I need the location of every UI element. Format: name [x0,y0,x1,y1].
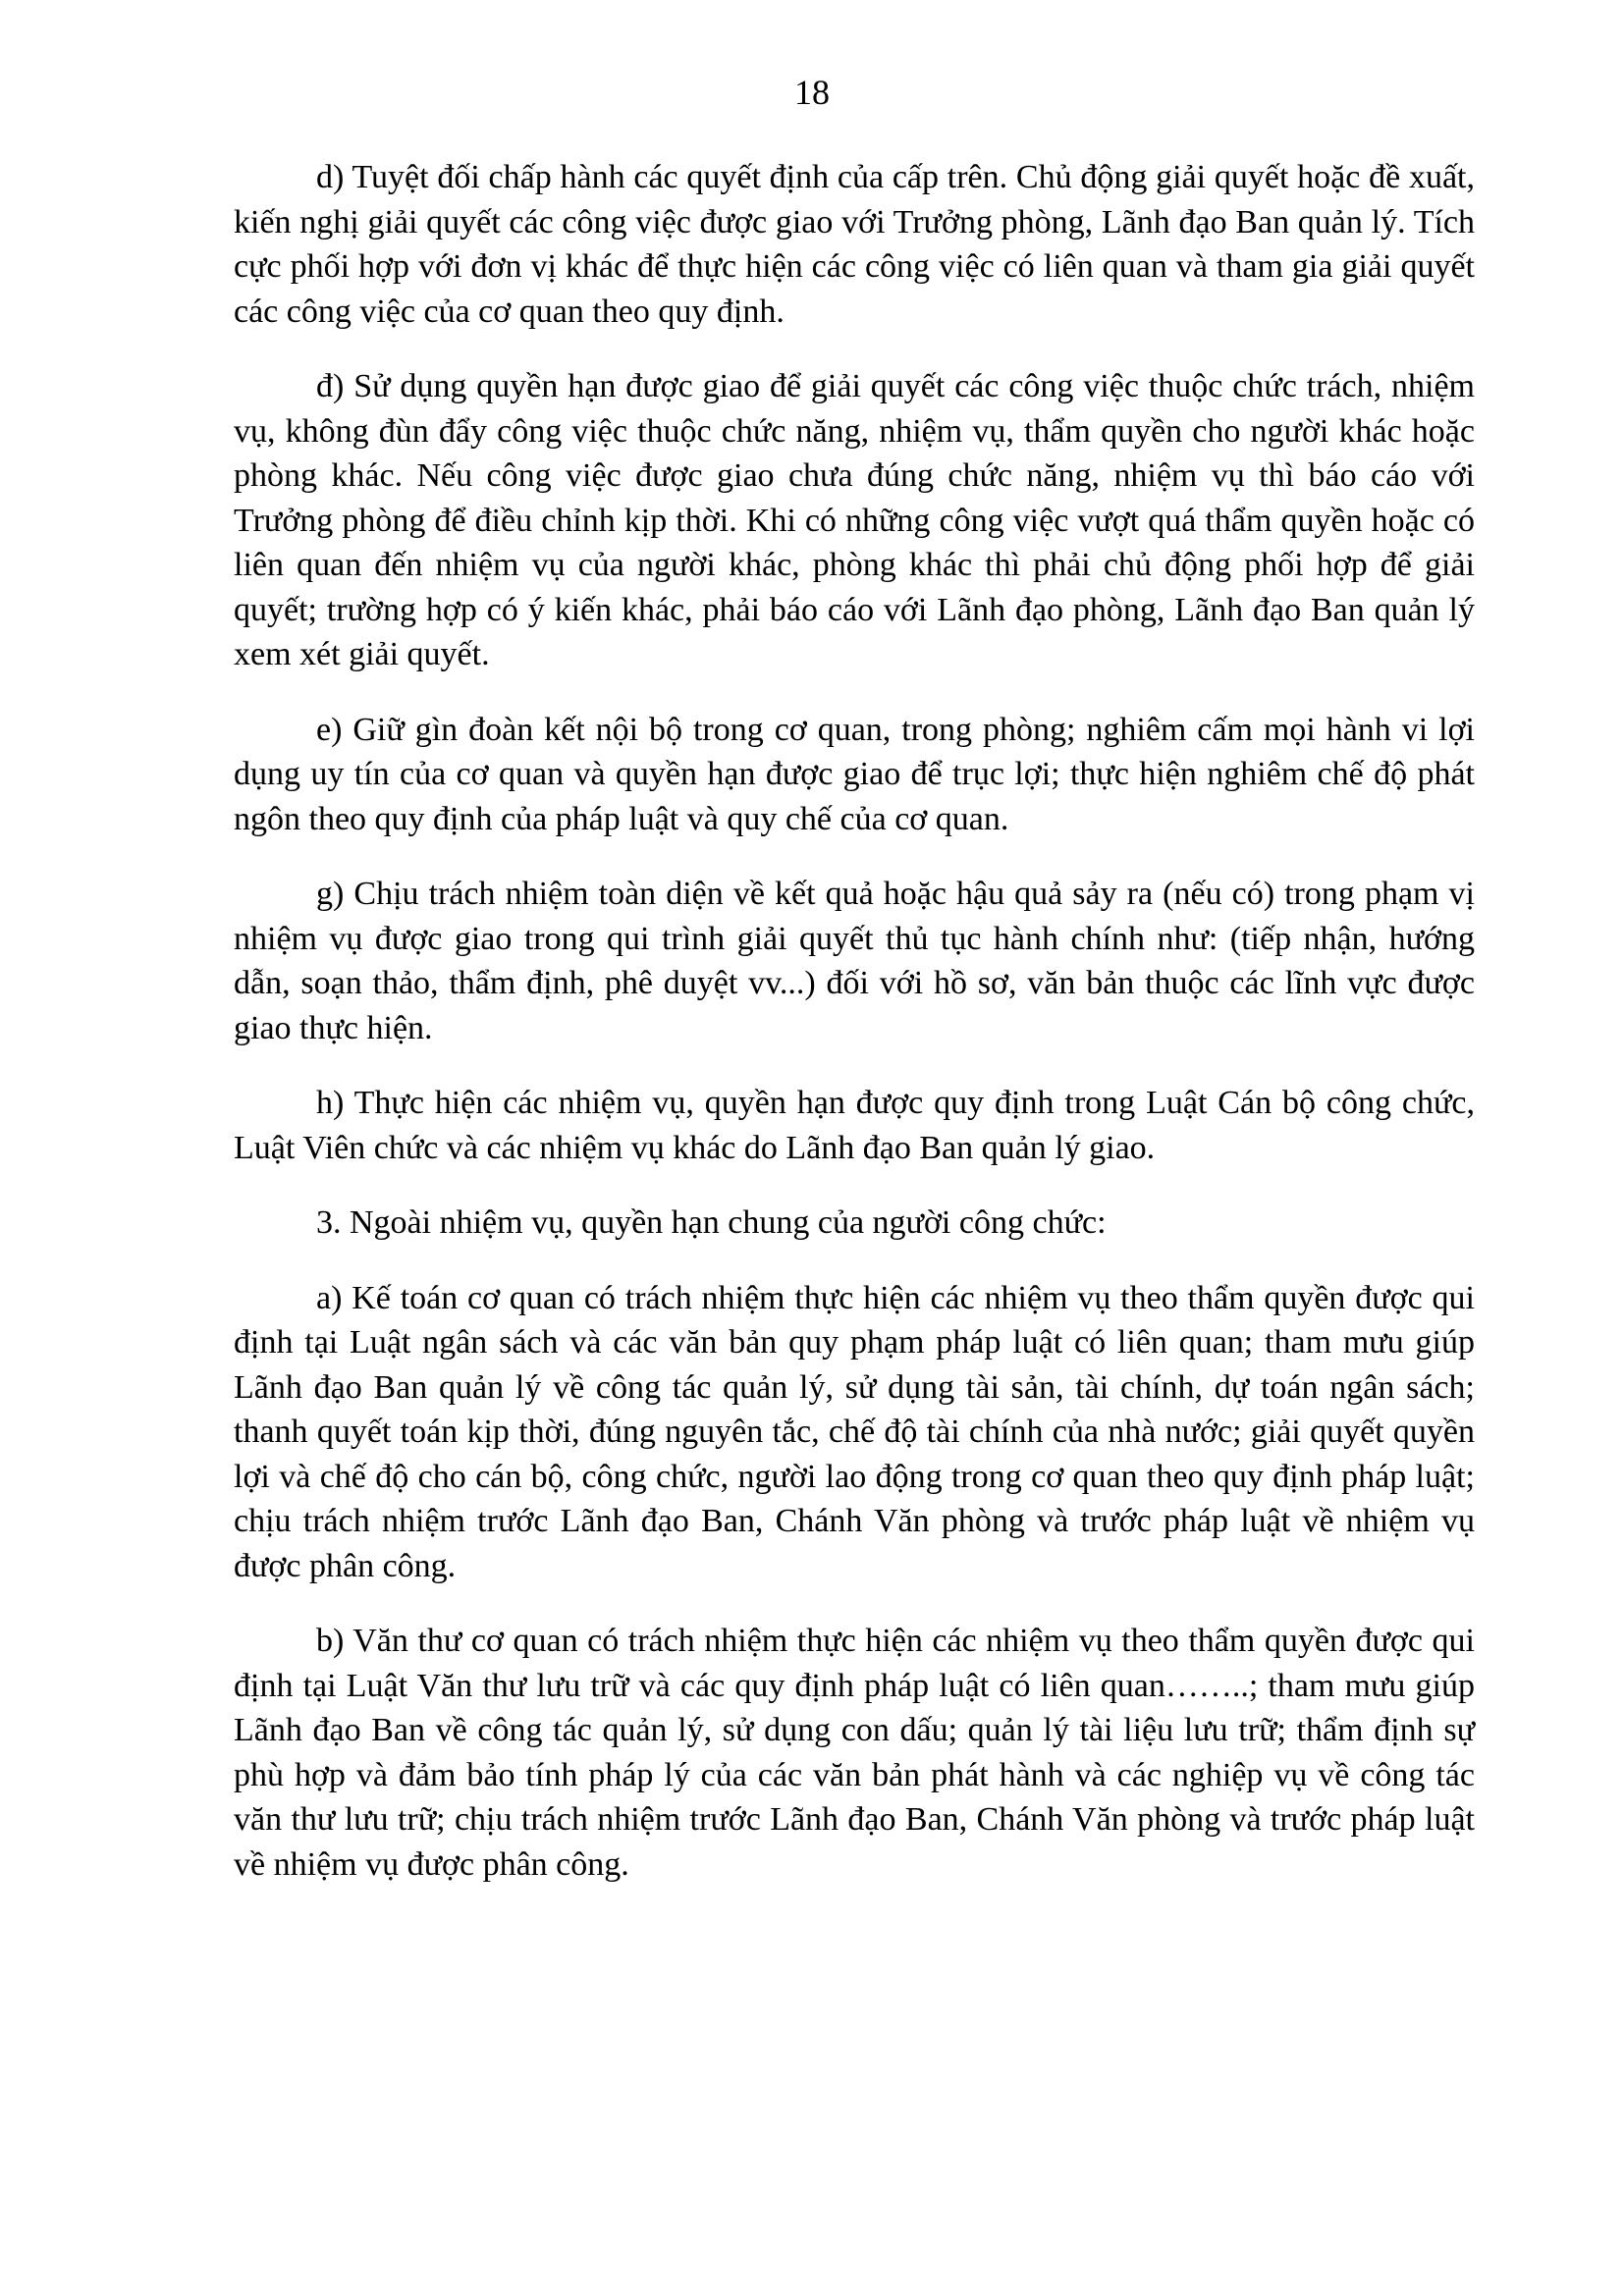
paragraph-d: d) Tuyệt đối chấp hành các quyết định của cấp trên. Chủ động giải quyết hoặc đề xuất, kiến nghị giải quyết các công việc được giao với Trưởng phòng, Lãnh đạo Ban quản lý. Tích cực phối hợp với đơn vị khác để thực hiện các công việc có liên quan và tham gia giải quyết các công việc của cơ quan theo quy định. [234,159,1475,330]
paragraph-3b: b) Văn thư cơ quan có trách nhiệm thực hiện các nhiệm vụ theo thẩm quyền được qui định tại Luật Văn thư lưu trữ và các quy định pháp luật có liên quan……..; tham mưu giúp Lãnh đạo Ban về công tác quản lý, sử dụng con dấu; quản lý tài liệu lưu trữ; thẩm định sự phù hợp và đảm bảo tính pháp lý của các văn bản phát hành và các nghiệp vụ về công tác văn thư lưu trữ; chịu trách nhiệm trước Lãnh đạo Ban, Chánh Văn phòng và trước pháp luật về nhiệm vụ được phân công. [234,1623,1475,1883]
paragraph-h: h) Thực hiện các nhiệm vụ, quyền hạn được quy định trong Luật Cán bộ công chức, Luật Viên chức và các nhiệm vụ khác do Lãnh đạo Ban quản lý giao. [234,1085,1475,1166]
page-number: 18 [794,73,830,112]
paragraph-3a: a) Kế toán cơ quan có trách nhiệm thực hiện các nhiệm vụ theo thẩm quyền được qui định tại Luật ngân sách và các văn bản quy phạm pháp luật có liên quan; tham mưu giúp Lãnh đạo Ban quản lý về công tác quản lý, sử dụng tài sản, tài chính, dự toán ngân sách; thanh quyết toán kịp thời, đúng nguyên tắc, chế độ tài chính của nhà nước; giải quyết quyền lợi và chế độ cho cán bộ, công chức, người lao động trong cơ quan theo quy định pháp luật; chịu trách nhiệm trước Lãnh đạo Ban, Chánh Văn phòng và trước pháp luật về nhiệm vụ được phân công. [234,1279,1475,1584]
paragraph-e: e) Giữ gìn đoàn kết nội bộ trong cơ quan, trong phòng; nghiêm cấm mọi hành vi lợi dụng uy tín của cơ quan và quyền hạn được giao để trục lợi; thực hiện nghiêm chế độ phát ngôn theo quy định của pháp luật và quy chế của cơ quan. [234,711,1475,837]
paragraph-dd: đ) Sử dụng quyền hạn được giao để giải quyết các công việc thuộc chức trách, nhiệm vụ, không đùn đẩy công việc thuộc chức năng, nhiệm vụ, thẩm quyền cho người khác hoặc phòng khác. Nếu công việc được giao chưa đúng chức năng, nhiệm vụ thì báo cáo với Trưởng phòng để điều chỉnh kịp thời. Khi có những công việc vượt quá thẩm quyền hoặc có liên quan đến nhiệm vụ của người khác, phòng khác thì phải chủ động phối hợp để giải quyết; trường hợp có ý kiến khác, phải báo cáo với Lãnh đạo phòng, Lãnh đạo Ban quản lý xem xét giải quyết. [234,368,1475,672]
section-3-heading: 3. Ngoài nhiệm vụ, quyền hạn chung của người công chức: [316,1204,1107,1241]
paragraph-g: g) Chịu trách nhiệm toàn diện về kết quả hoặc hậu quả sảy ra (nếu có) trong phạm vị nhiệm vụ được giao trong qui trình giải quyết thủ tục hành chính như: (tiếp nhận, hướng dẫn, soạn thảo, thẩm định, phê duyệt vv...) đối với hồ sơ, văn bản thuộc các lĩnh vực được giao thực hiện. [234,876,1475,1046]
document-body [234,155,1475,1917]
